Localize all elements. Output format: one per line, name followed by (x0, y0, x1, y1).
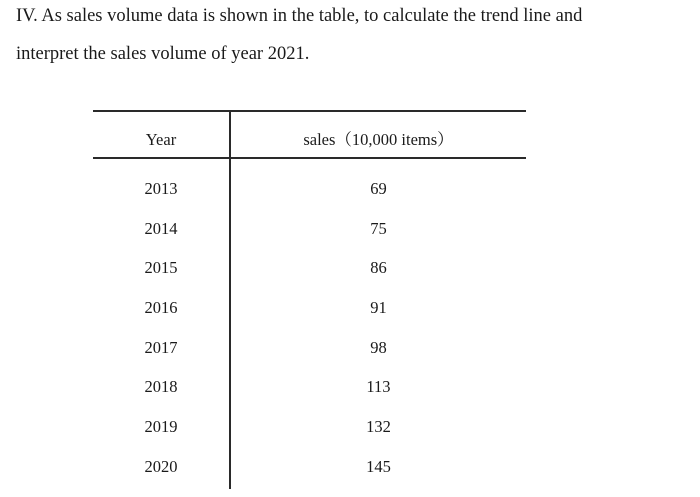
table-row (93, 377, 526, 417)
table-row (93, 417, 526, 457)
table-row (93, 219, 526, 259)
table-header-rule (93, 157, 526, 159)
header-year: Year (145, 130, 177, 149)
question-line-1: IV. As sales volume data is shown in the table, to calculate the trend line and (16, 6, 583, 26)
cell-year: 2016 (144, 298, 178, 318)
table-row (93, 258, 526, 298)
cell-year: 2019 (144, 417, 178, 437)
header-sales: sales（10,000 items） (303, 130, 454, 149)
cell-sales: 132 (366, 417, 391, 437)
cell-year: 2015 (144, 258, 178, 278)
cell-year: 2018 (144, 377, 178, 397)
cell-sales: 69 (370, 179, 387, 198)
cell-sales: 113 (366, 377, 391, 397)
table-top-rule (93, 110, 526, 112)
cell-sales: 86 (370, 258, 387, 278)
question-line-2: interpret the sales volume of year 2021. (16, 44, 310, 64)
table-body (93, 179, 526, 497)
cell-year: 2013 (144, 179, 178, 198)
cell-year: 2017 (144, 337, 178, 357)
cell-sales: 145 (366, 456, 391, 476)
cell-sales: 98 (370, 337, 387, 357)
cell-sales: 91 (370, 298, 387, 318)
table-row (93, 338, 526, 378)
cell-year: 2020 (144, 456, 178, 476)
table-row (93, 298, 526, 338)
cell-year: 2014 (144, 218, 178, 238)
cell-sales: 75 (370, 218, 387, 238)
table-row (93, 179, 526, 219)
sales-table (93, 110, 526, 491)
